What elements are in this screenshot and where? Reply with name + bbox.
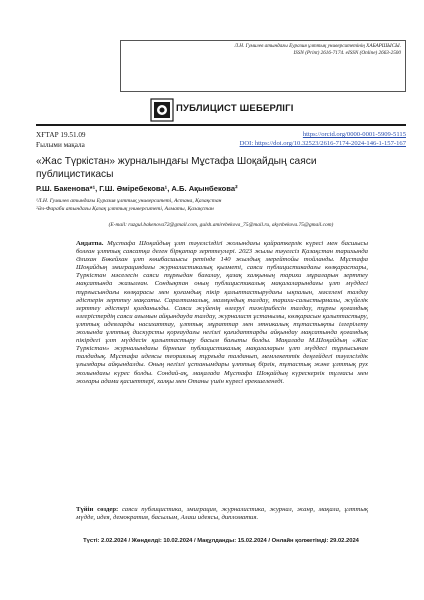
abstract-text: Мұстафа Шоқайдың ұлт тәуелсіздігі жолындағы қайраткерлік күресі мен басшысы болған ұлттық саясатқа деген бірқатар зерттеулері. 2023 жылы тәуелсіз Қазақстан тарихында Әлихан Бөкейхан ұлт көшбасшысы ретінде 140 жылдық мерейтойы тойланды. Мұстафа Шоқайдың эмиграциядағы журналистикалық қызметі, саяси публицистикадағы көзқарастары, Түркістан мәселесін саяси тұрғыдан бағалау, қазақ халқының тарихи мұраларын зерттеу мақсатында жазылған. Сондықтан оның публицистикалық мақалаларындағы ұлт мүддесі тұрғысындағы көзқарасы мен қоғамдық пікір қалыптастырудағы ықпалын, мәселені талдау әдістерін зерттеу мақсаты. Саралтамалық, мазмұндық талдау, тарихи-салыстырмалы, жүйелік зерттеу әдістері қолданылды. Саяси жүйенің өзгеруі тәжірибесін талдау, тұрғы қоғамдық өзгерістердің саяси ағымын айқындауда талдау, журналист ұстанымы, көзқарасын қалыптастыру, ұлттық идеяларды насихаттау, ұлттық мұраттар мен этникалық тұтастықты ілгерілету жолында ұлттық дискурсты қорғаудағы негізгі қағидаттарды айқындау мақсатында қоғамдық пікірдегі ұлт мүддесін қалыптастыру басым бағыты болды. Мақалада М.Шоқайдың «Жас Түркістан» журналындағы бірнеше публицистикалық мақалаларын ұлт мүддесі тұрғысынан талдадық. Мұстафа идеясы теориялық тұрғыда талданып, мемлекеттік деңгейдегі тәуелсіздік ұғымдары айқындалды. Оның негізгі ұстанымдары ұлттық бірлік, тұтастық және ұлттық рух жолындағы күрес болды. Сондай-ақ, мақалада Мұстафа Шоқайдың күрескерлік тұлғасы мен жоғары адами қасиеттері, халқы мен Отаны үшін күресі ерекшеленеді. <box>76 240 369 385</box>
author-emails: (E-mail: ruzgul.bakenova72@gmail.com, gulsh.amirebekova_75@mail.ru, akynbekova.75@gmail.com) <box>108 222 334 228</box>
journal-issn: ISSN (Print) 2616-7174. eISSN (Online) 2663-2500 <box>293 50 401 56</box>
affiliation-2: ²Әл-Фараби атындағы Қазақ ұлттық университеті, Алматы, Қазақстан <box>36 206 214 212</box>
journal-name: Л.Н. Гумилев атындағы Еуразия ұлттық университетінің ХАБАРШЫСЫ. <box>234 43 401 49</box>
article-meta-right <box>240 130 406 148</box>
journal-header <box>120 40 406 92</box>
affiliation-1: ¹Л.Н. Гумилев атындағы Еуразия ұлттық университеті, Астана, Қазақстан <box>36 198 222 204</box>
abstract <box>76 240 368 386</box>
affiliations <box>36 197 221 213</box>
abstract-label: Аңдатпа. <box>76 240 104 247</box>
keywords-text: саяси публицистика, эмиграция, журналистика, журнал, жанр, мақала, ұлттық мүдде, идея, демократия, басылым, Алаш идеясы, дипломатия. <box>76 506 368 522</box>
article-type: Ғылыми мақала <box>36 141 85 149</box>
doi-link[interactable]: DOI: https://doi.org/10.32523/2616-7174-2024-146-1-157-167 <box>239 140 406 147</box>
journal-emblem-icon <box>150 98 174 122</box>
article-title: «Жас Түркістан» журналындағы Мұстафа Шоқайдың саяси публицистикасы <box>36 156 317 180</box>
section-title: ПУБЛИЦИСТ ШЕБЕРЛІГІ <box>176 103 294 114</box>
keywords-label: Түйін сөздер: <box>76 506 119 513</box>
article-dates: Түсті: 2.02.2024 / Жөнделді: 10.02.2024 / Мақұлданды: 15.02.2024 / Онлайн қолжетімді: 29.02.2024 <box>83 538 359 544</box>
keywords <box>76 506 368 522</box>
orcid-link[interactable]: https://orcid.org/0000-0001-5909-5115 <box>302 131 406 138</box>
article-meta-left <box>36 130 86 150</box>
classification-code: ХҒТАР 19.51.09 <box>36 131 86 139</box>
section-divider <box>36 124 406 126</box>
article-authors: Р.Ш. Бакенова*¹, Г.Ш. Әміребекова¹, А.Б. Ақынбекова² <box>36 184 238 193</box>
